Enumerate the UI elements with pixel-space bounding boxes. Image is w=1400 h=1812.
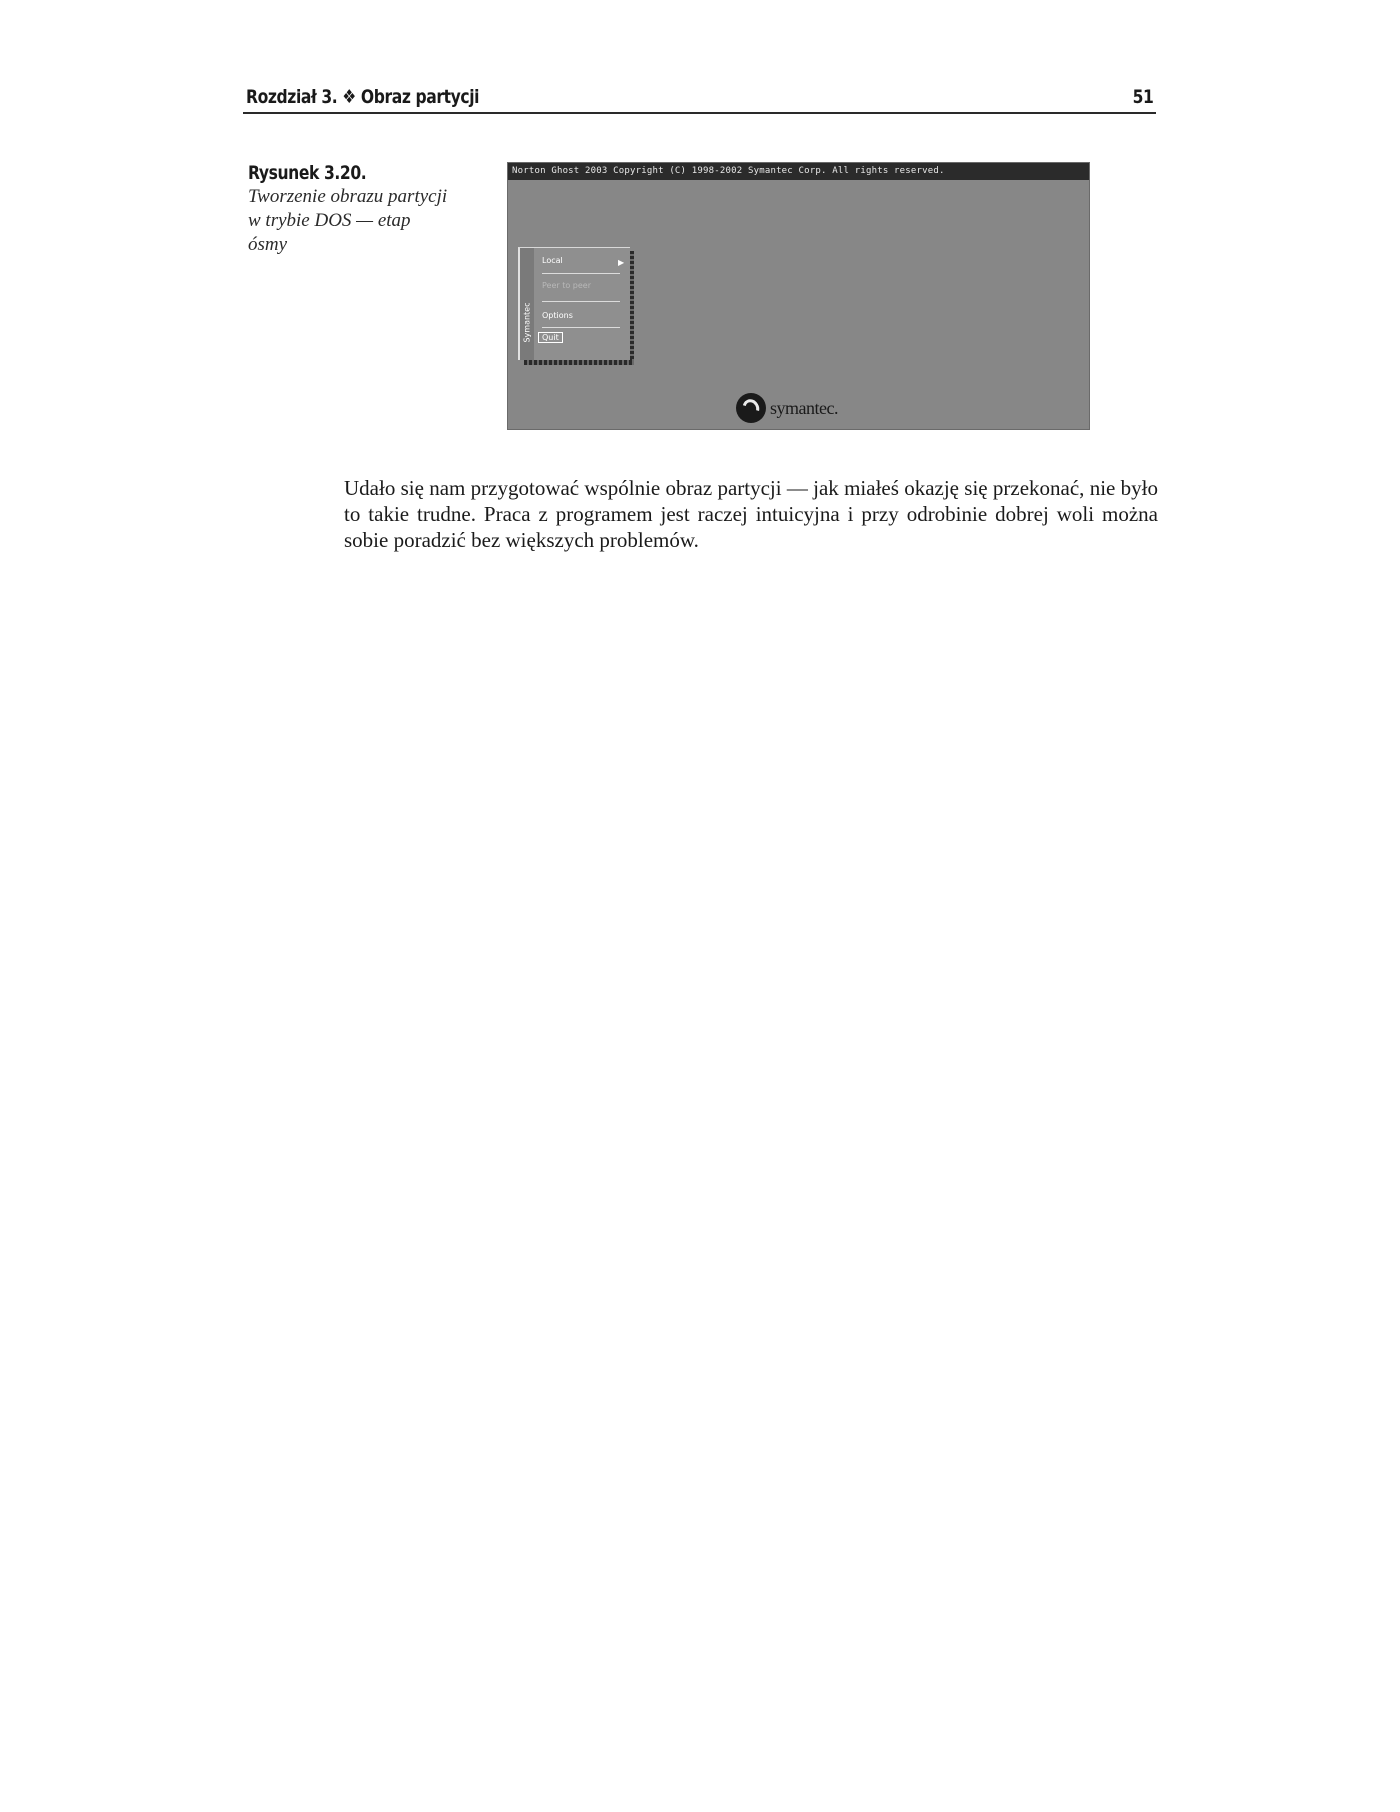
menu-separator — [542, 327, 620, 328]
menu-sidebar — [520, 248, 534, 360]
ghost-title-bar: Norton Ghost 2003 Copyright (C) 1998-2002 Symantec Corp. All rights reserved. — [508, 163, 1089, 180]
menu-item-peer-to-peer: Peer to peer — [542, 281, 591, 290]
symantec-logo-icon — [736, 393, 766, 423]
menu-item-options: Options — [542, 311, 573, 320]
figure-screenshot — [507, 162, 1090, 430]
body-paragraph: Udało się nam przygotować wspólnie obraz partycji — jak miałeś okazję się przekonać, nie było to takie trudne. Praca z programem jest raczej intuicyjna i przy odrobinie dobrej woli można sobie poradzić bez większych problemów. — [344, 476, 1158, 552]
symantec-logo-text: symantec. — [770, 398, 838, 418]
running-head — [243, 84, 1156, 114]
figure-label: Rysunek 3.20. — [248, 162, 367, 184]
figure-description: Tworzenie obrazu partycji w trybie DOS — etap ósmy — [248, 186, 448, 255]
page-number: 51 — [1132, 86, 1153, 108]
menu-sidebar-label: Symantec — [522, 302, 532, 343]
ghost-main-menu — [518, 247, 630, 360]
figure-caption — [248, 162, 448, 257]
menu-separator — [542, 273, 620, 274]
menu-item-local: Local — [542, 256, 563, 265]
menu-item-quit: Quit — [539, 333, 562, 342]
submenu-arrow-icon: ▶ — [618, 258, 625, 267]
chapter-title: Rozdział 3. ❖ Obraz partycji — [246, 86, 480, 108]
menu-separator — [542, 301, 620, 302]
